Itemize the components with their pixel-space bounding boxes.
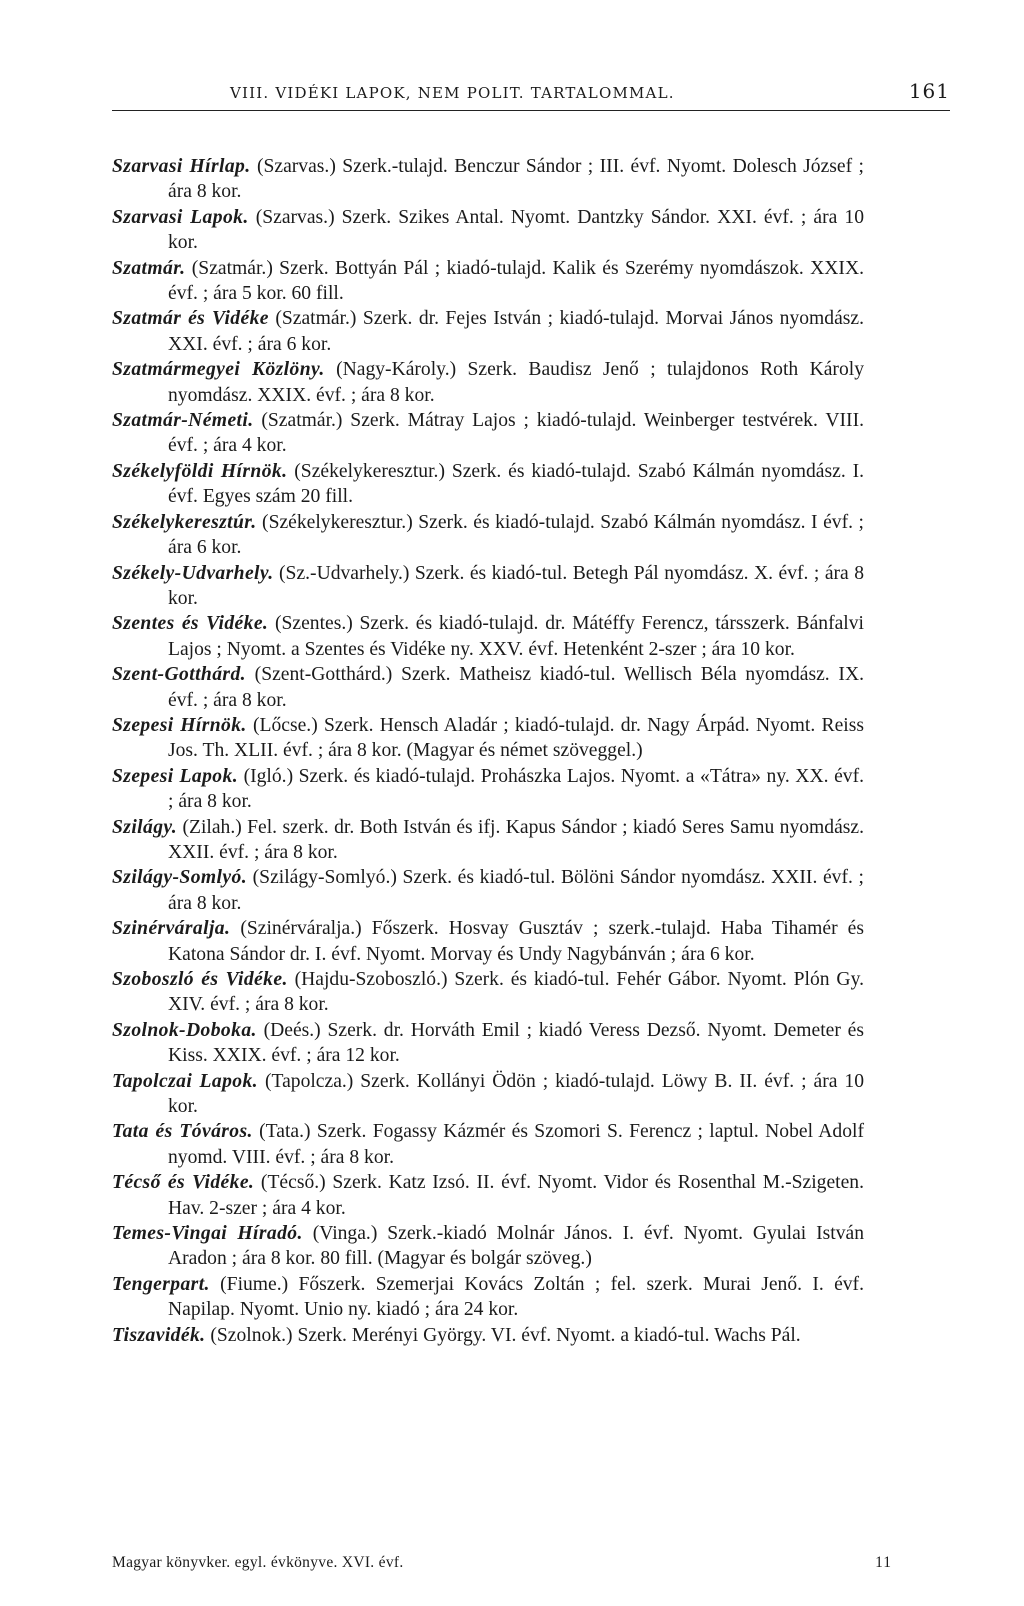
header-rule — [112, 110, 950, 111]
list-item — [112, 662, 864, 713]
entry-details: (Tata.) Szerk. Fogassy Kázmér és Szomori S. Ferencz ; laptul. Nobel Adolf nyomd. VIII. évf. ; ára 8 kor. — [168, 1121, 864, 1168]
entry-title: Szilágy-Somlyó. — [112, 867, 247, 889]
list-item — [112, 815, 864, 866]
list-item — [112, 561, 864, 612]
list-item — [112, 1069, 864, 1120]
entry-title: Szatmár-Németi. — [112, 410, 254, 432]
entry-details: (Szatmár.) Szerk. Mátray Lajos ; kiadó-tulajd. Weinberger testvérek. VIII. évf. ; ára 4 kor. — [168, 410, 864, 457]
entry-title: Székely-Udvarhely. — [112, 562, 274, 584]
list-item — [112, 1221, 864, 1272]
page-footer — [112, 1554, 950, 1572]
list-item — [112, 357, 864, 408]
entry-title: Tiszavidék. — [112, 1324, 206, 1346]
list-item — [112, 408, 864, 459]
entry-title: Székelyföldi Hírnök. — [112, 460, 288, 482]
list-item — [112, 865, 864, 916]
entry-details: (Szarvas.) Szerk. Szikes Antal. Nyomt. Dantzky Sándor. XXI. évf. ; ára 10 kor. — [168, 206, 864, 254]
entry-details: (Székelykeresztur.) Szerk. és kiadó-tulajd. Szabó Kálmán nyomdász. I évf. ; ára 6 kor. — [168, 511, 864, 559]
entry-title: Szarvasi Hírlap. — [112, 156, 251, 177]
entry-title: Temes-Vingai Híradó. — [112, 1223, 303, 1245]
entry-details: (Szentes.) Szerk. és kiadó-tulajd. dr. Mátéffy Ferencz, társszerk. Bánfalvi Lajos ; Nyomt. a Szentes és Vidéke ny. XXV. évf. Hetenként 2-szer ; ára 10 kor. — [168, 613, 864, 660]
list-item — [112, 510, 864, 561]
entry-title: Szatmár és Vidéke — [112, 308, 269, 330]
entry-details: (Nagy-Károly.) Szerk. Baudisz Jenő ; tulajdonos Roth Károly nyomdász. XXIX. évf. ; ára 8 kor. — [168, 359, 864, 406]
entry-details: (Szent-Gotthárd.) Szerk. Matheisz kiadó-tul. Wellisch Béla nyomdász. IX. évf. ; ára 8 kor. — [168, 664, 864, 711]
entry-title: Szilágy. — [112, 816, 178, 838]
entry-title: Székelykeresztúr. — [112, 511, 257, 533]
entry-details: (Vinga.) Szerk.-kiadó Molnár János. I. évf. Nyomt. Gyulai István Aradon ; ára 8 kor. 80 fill. (Magyar és bolgár szöveg.) — [168, 1223, 864, 1270]
list-item — [112, 1119, 864, 1170]
list-item — [112, 764, 864, 815]
list-item — [112, 713, 864, 764]
list-item — [112, 611, 864, 662]
list-item — [112, 1170, 864, 1221]
list-item — [112, 459, 864, 510]
entry-title: Tata és Tóváros. — [112, 1121, 253, 1143]
entry-title: Szepesi Lapok. — [112, 765, 239, 787]
entry-title: Szinérváralja. — [112, 918, 231, 940]
entry-title: Tapolczai Lapok. — [112, 1070, 258, 1092]
entry-title: Szepesi Hírnök. — [112, 714, 247, 736]
entry-details: (Deés.) Szerk. dr. Horváth Emil ; kiadó Veress Dezső. Nyomt. Demeter és Kiss. XXIX. évf. ; ára 12 kor. — [168, 1019, 864, 1067]
entry-details: (Szarvas.) Szerk.-tulajd. Benczur Sándor ; III. évf. Nyomt. Dolesch József ; ára 8 kor. — [168, 156, 864, 203]
entry-details: (Szinérváralja.) Főszerk. Hosvay Gusztáv ; szerk.-tulajd. Haba Tihamér és Katona Sándor dr. I. évf. Nyomt. Morvay és Undy Nagybánván ; ára 6 kor. — [168, 918, 864, 965]
list-item — [112, 1018, 864, 1069]
entry-title: Szolnok-Doboka. — [112, 1019, 257, 1041]
entry-details: (Técső.) Szerk. Katz Izsó. II. évf. Nyomt. Vidor és Rosenthal M.-Szigeten. Hav. 2-szer ; ára 4 kor. — [168, 1172, 864, 1219]
entry-details: (Tapolcza.) Szerk. Kollányi Ödön ; kiadó-tulajd. Löwy B. II. évf. ; ára 10 kor. — [168, 1070, 864, 1118]
entry-title: Tengerpart. — [112, 1273, 210, 1295]
entry-title: Szoboszló és Vidéke. — [112, 969, 288, 990]
footer-source: Magyar könyvker. egyl. évkönyve. XVI. évf. — [112, 1554, 404, 1571]
entry-details: (Szatmár.) Szerk. Bottyán Pál ; kiadó-tulajd. Kalik és Szerémy nyomdászok. XXIX. évf. ; ára 5 kor. 60 fill. — [168, 257, 864, 305]
list-item — [112, 154, 864, 205]
list-item — [112, 916, 864, 967]
list-item — [112, 1272, 864, 1323]
entry-title: Técső és Vidéke. — [112, 1172, 255, 1194]
entry-title: Szarvasi Lapok. — [112, 206, 249, 228]
entry-title: Szent-Gotthárd. — [112, 664, 246, 686]
list-item — [112, 967, 864, 1018]
list-item — [112, 205, 864, 256]
list-item — [112, 306, 864, 357]
signature-mark: 11 — [875, 1554, 892, 1571]
entry-title: Szatmár. — [112, 257, 186, 279]
entry-details: (Szatmár.) Szerk. dr. Fejes István ; kiadó-tulajd. Morvai János nyomdász. XXI. évf. ; ára 6 kor. — [168, 308, 865, 355]
entry-details: (Székelykeresztur.) Szerk. és kiadó-tulajd. Szabó Kálmán nyomdász. I. évf. Egyes szám 20 fill. — [168, 460, 864, 508]
entry-details: (Szolnok.) Szerk. Merényi György. VI. évf. Nyomt. a kiadó-tul. Wachs Pál. — [205, 1324, 801, 1346]
entry-title: Szentes és Vidéke. — [112, 613, 269, 635]
list-item — [112, 256, 864, 307]
entry-details: (Sz.-Udvarhely.) Szerk. és kiadó-tul. Betegh Pál nyomdász. X. évf. ; ára 8 kor. — [168, 562, 864, 609]
entry-details: (Szilágy-Somlyó.) Szerk. és kiadó-tul. Bölöni Sándor nyomdász. XXII. évf. ; ára 8 kor. — [168, 867, 864, 914]
list-item — [112, 1323, 864, 1348]
entry-details: (Zilah.) Fel. szerk. dr. Both István és ifj. Kapus Sándor ; kiadó Seres Samu nyomdász. XXII. évf. ; ára 8 kor. — [168, 816, 864, 863]
entry-details: (Fiume.) Főszerk. Szemerjai Kovács Zoltán ; fel. szerk. Murai Jenő. I. évf. Napilap. Nyomt. Unio ny. kiadó ; ára 24 kor. — [168, 1273, 864, 1321]
entry-details: (Hajdu-Szoboszló.) Szerk. és kiadó-tul. Fehér Gábor. Nyomt. Plón Gy. XIV. évf. ; ára 8 kor. — [168, 969, 864, 1016]
entry-details: (Igló.) Szerk. és kiadó-tulajd. Prohászka Lajos. Nyomt. a «Tátra» ny. XX. évf. ; ára 8 kor. — [168, 765, 864, 813]
entry-details: (Lőcse.) Szerk. Hensch Aladár ; kiadó-tulajd. dr. Nagy Árpád. Nyomt. Reiss Jos. Th. XLII. évf. ; ára 8 kor. (Magyar és német szöveggel.) — [168, 714, 864, 762]
entry-title: Szatmármegyei Közlöny. — [112, 359, 325, 381]
page-number: 161 — [908, 79, 950, 103]
entry-list — [112, 154, 864, 1348]
page-header — [112, 79, 950, 109]
running-title: VIII. VIDÉKI LAPOK, NEM POLIT. TARTALOMMAL. — [230, 84, 675, 102]
